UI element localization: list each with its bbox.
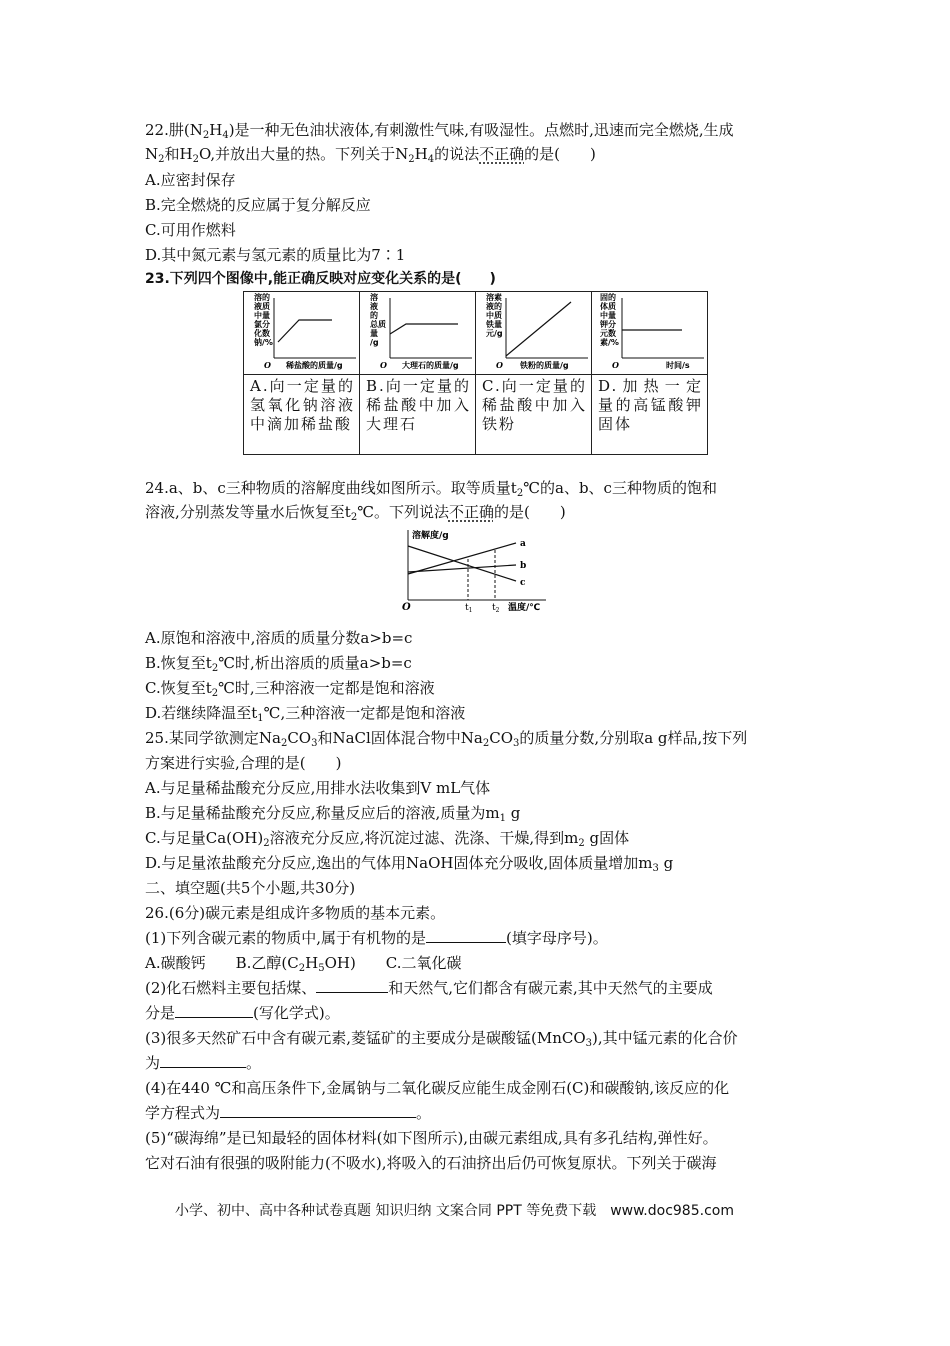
- q23-graph-a: [244, 292, 360, 375]
- graph-b-curve: [390, 324, 458, 334]
- answer-blank-3[interactable]: [175, 1003, 253, 1018]
- q24-option-d: D.若继续降温至$t_1℃$,三种溶液一定都是饱和溶液: [145, 704, 466, 724]
- q24-option-b: B.恢复至$t_2℃$时,析出溶质的质量a>b=c: [145, 654, 412, 674]
- graph-c-xlabel: 铁粉的质量/g: [520, 361, 569, 370]
- answer-blank-5[interactable]: [220, 1103, 416, 1118]
- t2-label: $t_2$: [492, 603, 500, 614]
- graph-b-ylabel: 溶液的总质量/g: [370, 293, 386, 347]
- q22-option-b: B.完全燃烧的反应属于复分解反应: [145, 196, 371, 214]
- q26-part5-line2: 它对石油有很强的吸附能力(不吸水),将吸入的石油挤出后仍可恢复原状。下列关于碳海: [145, 1154, 717, 1172]
- graph-d-origin: O: [612, 360, 619, 370]
- graph-b-svg: [360, 292, 475, 370]
- q22-option-d: D.其中氮元素与氢元素的质量比为7∶1: [145, 246, 406, 264]
- graph-d-ylabel: 固的体质中量钾分元数素/%: [600, 293, 619, 347]
- q23-graph-table: [243, 291, 708, 455]
- graph-a-svg: [244, 292, 359, 370]
- graph-c-curve: [506, 302, 571, 356]
- q23-graph-d: [592, 292, 708, 375]
- q26-part3-line1: (3)很多天然矿石中含有碳元素,菱锰矿的主要成分是碳酸锰(MnCO$_3$),其中锰元素的化合价: [145, 1029, 738, 1049]
- graph-a-ylabel: 溶的液质中量氯分化数钠/%: [254, 293, 273, 347]
- q23-caption-d: D.加热一定量的高锰酸钾固体: [592, 375, 708, 455]
- q24-origin: O: [402, 602, 411, 613]
- q22-line2: $N_2$和$H_2O$,并放出大量的热。下列关于$N_2H_4$的说法不正确的是( ): [145, 145, 596, 165]
- curve-b: [408, 565, 516, 572]
- q25-line1: 25.某同学欲测定$Na_2CO_3$和NaCl固体混合物中$Na_2CO_3$的质量分数,分别取a g样品,按下列: [145, 729, 748, 749]
- q24-solubility-graph: [396, 526, 556, 614]
- graph-c-origin: O: [496, 360, 503, 370]
- q26-part1-options: A.碳酸钙 B.乙醇$(C_2H_5OH)$ C.二氧化碳: [145, 954, 462, 974]
- graph-a-xlabel: 稀盐酸的质量/g: [286, 361, 343, 370]
- graph-b-xlabel: 大理石的质量/g: [402, 361, 459, 370]
- page-footer: 小学、初中、高中各种试卷真题 知识归纳 文案合同 PPT 等免费下载 www.doc985.com: [175, 1203, 734, 1219]
- q26-part3-line2: 为 。: [145, 1054, 262, 1072]
- answer-blank-4[interactable]: [160, 1053, 246, 1068]
- graph-d-svg: [592, 292, 707, 370]
- q24-line2: 溶液,分别蒸发等量水后恢复至$t_2℃$。下列说法不正确的是( ): [145, 503, 566, 523]
- q23-stem: 23.下列四个图像中,能正确反映对应变化关系的是( ): [145, 271, 496, 287]
- q22-line1: 22.肼$(N_2H_4)$是一种无色油状液体,有刺激性气味,有吸湿性。点燃时,迅速而完全燃烧,生成: [145, 121, 734, 141]
- answer-blank-1[interactable]: [426, 928, 506, 943]
- q25-option-c: C.与足量$Ca(OH)_2$溶液充分反应,将沉淀过滤、洗涤、干燥,得到$m_2$ g固体: [145, 829, 630, 849]
- q25-option-a: A.与足量稀盐酸充分反应,用排水法收集到V mL气体: [145, 779, 491, 797]
- q26-part2-line1: (2)化石燃料主要包括煤、 和天然气,它们都含有碳元素,其中天然气的主要成: [145, 979, 713, 997]
- q24-option-c: C.恢复至$t_2℃$时,三种溶液一定都是饱和溶液: [145, 679, 435, 699]
- curve-a: [408, 543, 516, 574]
- graph-a-origin: O: [264, 360, 271, 370]
- q23-graph-b: [360, 292, 476, 375]
- q26-stem: 26.(6分)碳元素是组成许多物质的基本元素。: [145, 904, 446, 922]
- label-c: c: [520, 578, 526, 588]
- q24-xlabel: 温度/℃: [508, 603, 541, 613]
- label-b: b: [520, 561, 527, 571]
- answer-blank-2[interactable]: [316, 978, 388, 993]
- q25-line2: 方案进行实验,合理的是( ): [145, 754, 342, 772]
- label-a: a: [520, 539, 526, 549]
- q24-line1: 24.a、b、c三种物质的溶解度曲线如图所示。取等质量$t_2℃$的a、b、c三种物质的饱和: [145, 479, 717, 499]
- q25-option-b: B.与足量稀盐酸充分反应,称量反应后的溶液,质量为$m_1$ g: [145, 804, 521, 824]
- q23-caption-b: B.向一定量的稀盐酸中加入大理石: [360, 375, 476, 455]
- q25-option-d: D.与足量浓盐酸充分反应,逸出的气体用NaOH固体充分吸收,固体质量增加$m_3$ g: [145, 854, 674, 874]
- q22-option-a: A.应密封保存: [145, 171, 236, 189]
- q26-part2-line2: 分是 (写化学式)。: [145, 1004, 340, 1022]
- section-heading: 二、填空题(共5个小题,共30分): [145, 879, 356, 897]
- q23-caption-c: C.向一定量的稀盐酸中加入铁粉: [476, 375, 592, 455]
- q26-part5-line1: (5)“碳海绵”是已知最轻的固体材料(如下图所示),由碳元素组成,具有多孔结构,弹性好。: [145, 1129, 718, 1147]
- q22-option-c: C.可用作燃料: [145, 221, 236, 239]
- graph-d-xlabel: 时间/s: [666, 361, 690, 370]
- q26-part4-line1: (4)在440 ℃和高压条件下,金属钠与二氧化碳反应能生成金刚石(C)和碳酸钠,该反应的化: [145, 1079, 730, 1097]
- q26-part1: (1)下列含碳元素的物质中,属于有机物的是 (填字母序号)。: [145, 929, 608, 947]
- q24-option-a: A.原饱和溶液中,溶质的质量分数a>b=c: [145, 629, 413, 647]
- curve-c: [408, 546, 516, 581]
- q23-caption-a: A.向一定量的氢氧化钠溶液中滴加稀盐酸: [244, 375, 360, 455]
- graph-b-origin: O: [380, 360, 387, 370]
- q22-emphasis: 不正确: [479, 145, 525, 163]
- t1-label: $t_1$: [465, 603, 473, 614]
- q24-ylabel: 溶解度/g: [412, 531, 449, 541]
- graph-a-curve: [278, 320, 332, 342]
- q23-graph-c: [476, 292, 592, 375]
- q26-part4-line2: 学方程式为 。: [145, 1104, 432, 1122]
- q24-emphasis: 不正确: [448, 503, 494, 521]
- graph-c-svg: [476, 292, 591, 370]
- graph-c-ylabel: 溶素液的中质铁量元/g: [486, 293, 503, 338]
